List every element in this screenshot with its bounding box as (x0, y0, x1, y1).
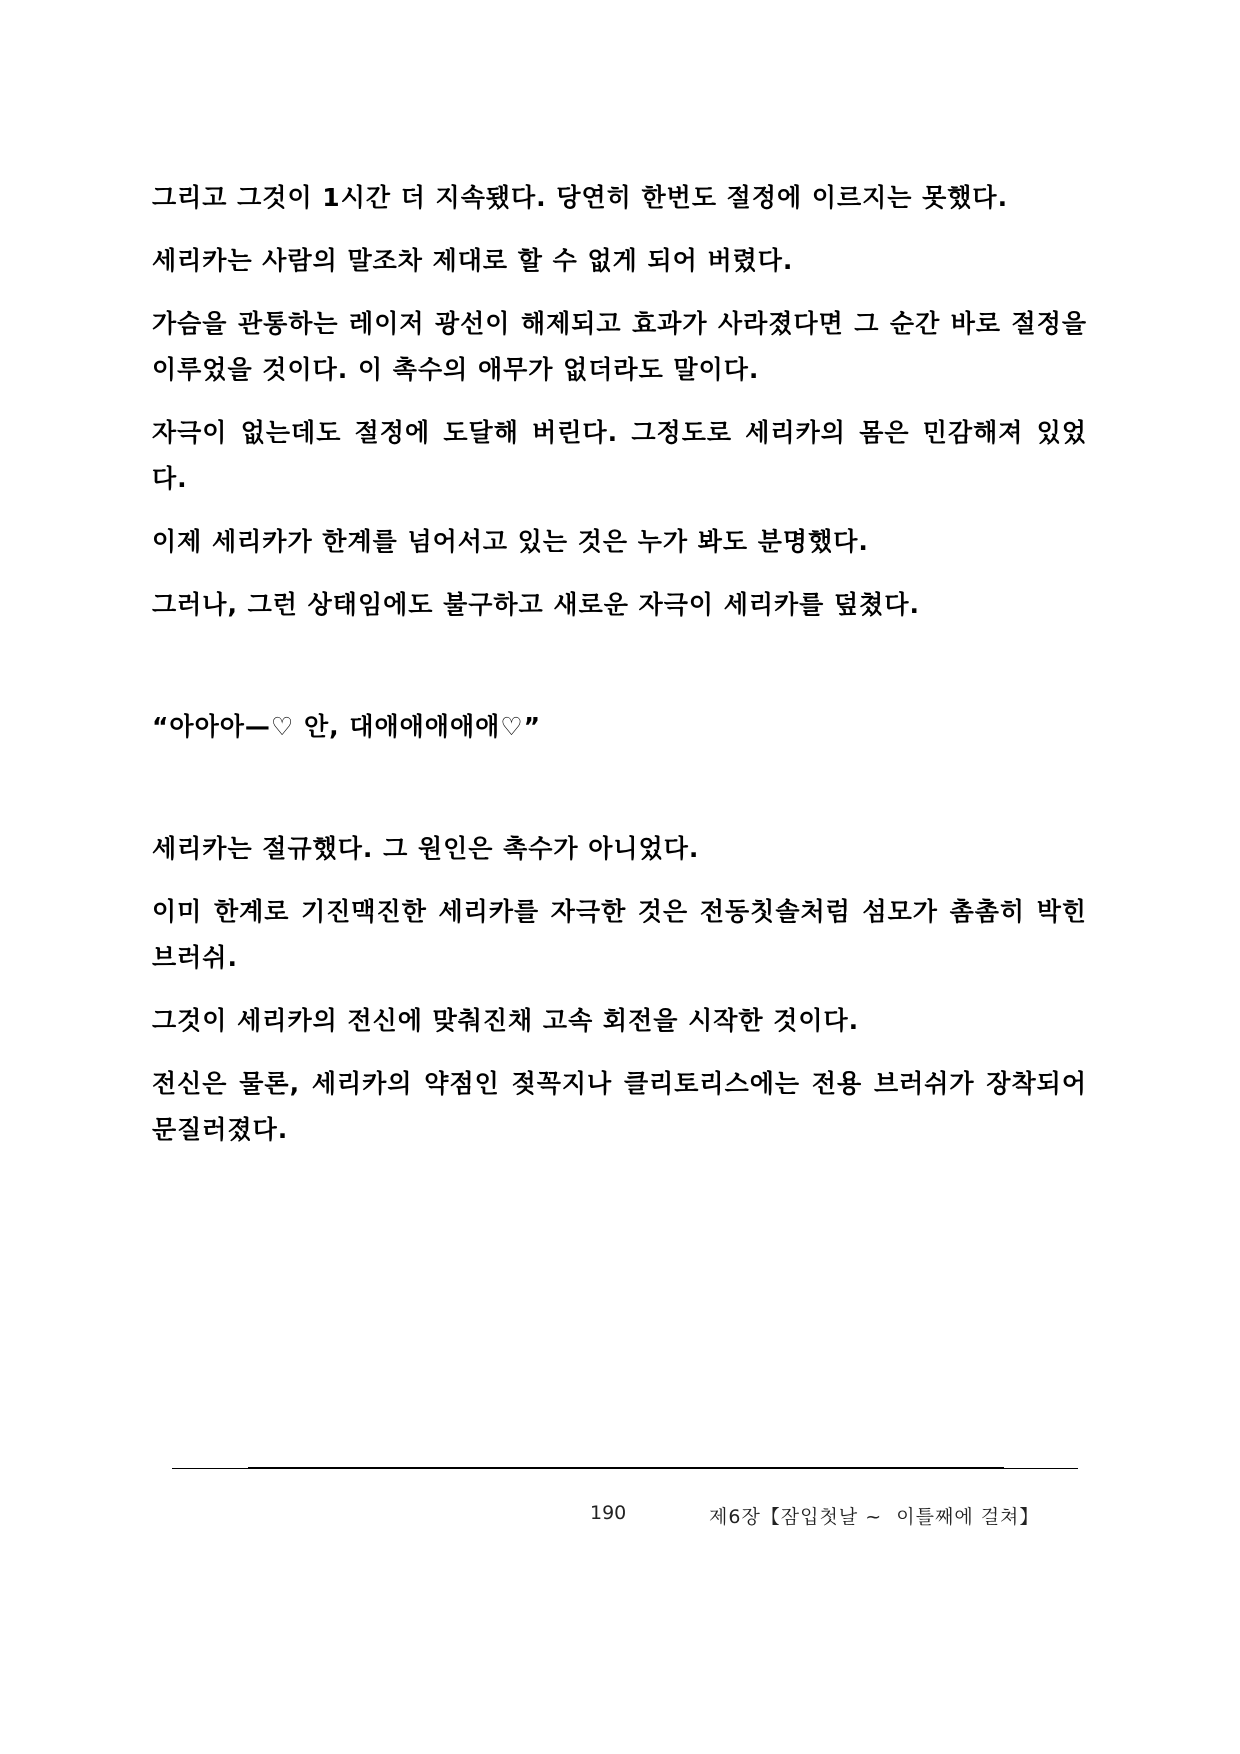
paragraph: 세리카는 절규했다. 그 원인은 촉수가 아니었다. (152, 834, 700, 863)
page-number: 190 (590, 1502, 627, 1524)
paragraph: 그리고 그것이 1시간 더 지속됐다. 당연히 한번도 절정에 이르지는 못했다. (152, 183, 1009, 212)
paragraph: 이미 한계로 기진맥진한 세리카를 자극한 것은 전동칫솔처럼 섬모가 촘촘히 박힌 브러쉬. (152, 897, 1087, 972)
paragraph: 이제 세리카가 한계를 넘어서고 있는 것은 누가 봐도 분명했다. (152, 527, 869, 556)
chapter-title: 제6장【잠입첫날 ~ 이틀째에 걸쳐】 (709, 1506, 1040, 1528)
body-text (152, 175, 1087, 1153)
paragraph: 전신은 물론, 세리카의 약점인 젖꼭지나 클리토리스에는 전용 브러쉬가 장착되어 문질러졌다. (152, 1069, 1087, 1144)
dialogue-line: “아아아—♡ 안, 대애애애애애♡” (152, 712, 542, 741)
paragraph: 가슴을 관통하는 레이저 광선이 해제되고 효과가 사라졌다면 그 순간 바로 절정을 이루었을 것이다. 이 촉수의 애무가 없더라도 말이다. (152, 309, 1087, 384)
page-footer (0, 1502, 1240, 1532)
footer-divider-accent (248, 1467, 1004, 1469)
paragraph: 그러나, 그런 상태임에도 불구하고 새로운 자극이 세리카를 덮쳤다. (152, 590, 920, 619)
paragraph: 그것이 세리카의 전신에 맞춰진채 고속 회전을 시작한 것이다. (152, 1006, 860, 1035)
paragraph: 세리카는 사람의 말조차 제대로 할 수 없게 되어 버렸다. (152, 246, 794, 275)
paragraph: 자극이 없는데도 절정에 도달해 버린다. 그정도로 세리카의 몸은 민감해져 있었다. (152, 418, 1087, 493)
